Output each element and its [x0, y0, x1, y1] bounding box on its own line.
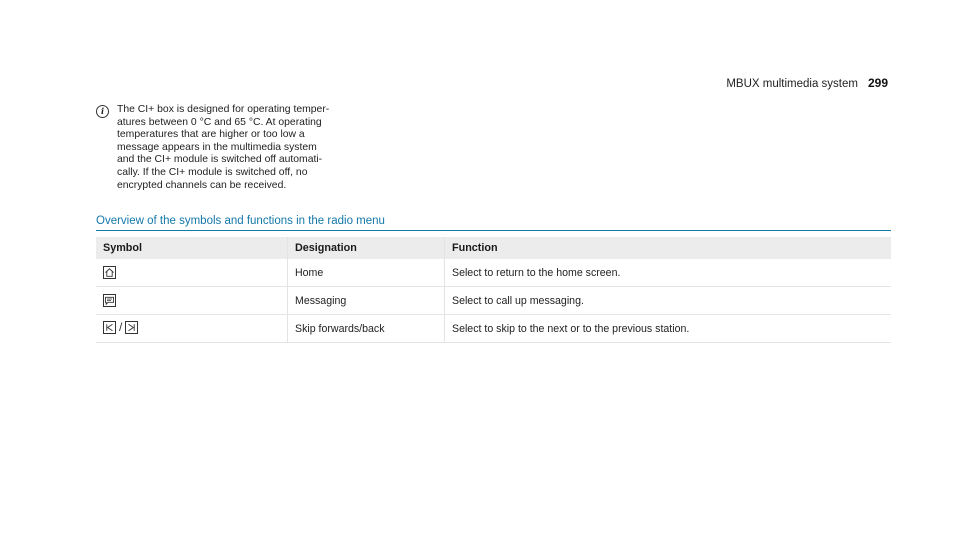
symbols-table — [96, 237, 891, 343]
home-icon — [103, 266, 116, 279]
function-cell: Select to call up messaging. — [445, 287, 892, 315]
function-cell: Select to skip to the next or to the previous station. — [445, 315, 892, 343]
note-line: message appears in the multimedia system — [117, 141, 317, 153]
header-symbol: Symbol — [96, 237, 288, 259]
note-line: cally. If the CI+ module is switched off, no — [117, 166, 308, 178]
symbol-separator: / — [119, 320, 123, 335]
note-line: The CI+ box is designed for operating temper- — [117, 104, 330, 115]
header-designation: Designation — [288, 237, 445, 259]
table-header-row — [96, 237, 891, 259]
note-line: and the CI+ module is switched off automati- — [117, 154, 323, 166]
info-note — [96, 104, 366, 192]
symbol-cell — [96, 287, 288, 315]
info-icon: i — [96, 105, 109, 118]
designation-cell: Messaging — [288, 287, 445, 315]
function-cell: Select to return to the home screen. — [445, 259, 892, 287]
designation-cell: Home — [288, 259, 445, 287]
symbol-cell — [96, 259, 288, 287]
note-text — [117, 104, 329, 192]
header-function: Function — [445, 237, 892, 259]
page-header — [726, 76, 888, 90]
note-line: encrypted channels can be received. — [117, 179, 287, 191]
skip-forward-icon — [125, 321, 138, 334]
table-row — [96, 287, 891, 315]
designation-cell: Skip forwards/back — [288, 315, 445, 343]
skip-back-icon — [103, 321, 116, 334]
section-name: MBUX multimedia system — [726, 78, 858, 90]
note-line: temperatures that are higher or too low a — [117, 129, 305, 141]
symbol-cell — [96, 315, 288, 343]
skip-symbols — [103, 320, 138, 334]
page-number: 299 — [867, 76, 888, 90]
messaging-icon — [103, 294, 116, 307]
section-title: Overview of the symbols and functions in the radio menu — [96, 215, 891, 231]
table-row — [96, 259, 891, 287]
note-line: atures between 0 °C and 65 °C. At operating — [117, 116, 322, 128]
table-row — [96, 315, 891, 343]
